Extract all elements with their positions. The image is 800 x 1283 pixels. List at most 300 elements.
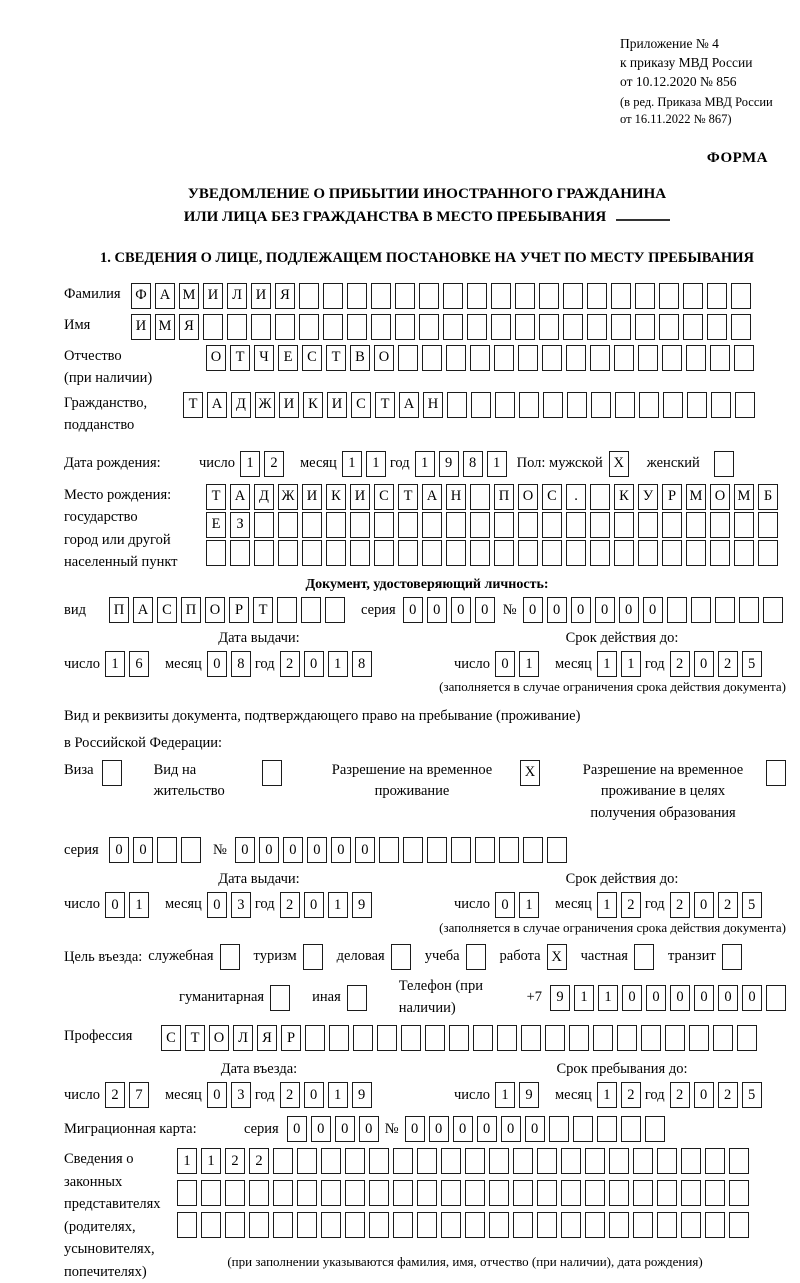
purpose-tourism-checkbox[interactable] bbox=[303, 944, 323, 970]
purpose-study-checkbox[interactable] bbox=[466, 944, 486, 970]
char-cell[interactable] bbox=[422, 540, 442, 566]
char-cell[interactable]: 0 bbox=[429, 1116, 449, 1142]
char-cell[interactable]: И bbox=[131, 314, 151, 340]
char-cell[interactable]: 0 bbox=[109, 837, 129, 863]
char-cell[interactable]: Д bbox=[231, 392, 251, 418]
char-cell[interactable]: 0 bbox=[359, 1116, 379, 1142]
char-cell[interactable] bbox=[729, 1212, 749, 1238]
char-cell[interactable]: М bbox=[686, 484, 706, 510]
char-cell[interactable] bbox=[543, 392, 563, 418]
char-cell[interactable]: 0 bbox=[235, 837, 255, 863]
char-cell[interactable] bbox=[513, 1180, 533, 1206]
char-cell[interactable]: А bbox=[230, 484, 250, 510]
char-cell[interactable] bbox=[494, 512, 514, 538]
char-cell[interactable] bbox=[691, 597, 711, 623]
char-cell[interactable]: 0 bbox=[501, 1116, 521, 1142]
char-cell[interactable]: А bbox=[422, 484, 442, 510]
char-cell[interactable] bbox=[705, 1148, 725, 1174]
char-cell[interactable]: З bbox=[230, 512, 250, 538]
char-cell[interactable] bbox=[494, 345, 514, 371]
char-cell[interactable]: 0 bbox=[331, 837, 351, 863]
char-cell[interactable] bbox=[705, 1212, 725, 1238]
char-cell[interactable] bbox=[395, 314, 415, 340]
char-cell[interactable] bbox=[181, 837, 201, 863]
purpose-work-checkbox[interactable]: X bbox=[547, 944, 567, 970]
char-cell[interactable]: 1 bbox=[519, 892, 539, 918]
char-cell[interactable]: 0 bbox=[304, 1082, 324, 1108]
char-cell[interactable] bbox=[353, 1025, 373, 1051]
char-cell[interactable] bbox=[590, 484, 610, 510]
char-cell[interactable]: 0 bbox=[694, 1082, 714, 1108]
char-cell[interactable]: Е bbox=[206, 512, 226, 538]
char-cell[interactable] bbox=[470, 484, 490, 510]
char-cell[interactable] bbox=[621, 1116, 641, 1142]
char-cell[interactable] bbox=[662, 512, 682, 538]
sex-male-checkbox[interactable]: X bbox=[609, 451, 629, 477]
char-cell[interactable]: 2 bbox=[264, 451, 284, 477]
char-cell[interactable]: Т bbox=[398, 484, 418, 510]
char-cell[interactable]: 1 bbox=[328, 651, 348, 677]
char-cell[interactable] bbox=[683, 283, 703, 309]
char-cell[interactable] bbox=[729, 1148, 749, 1174]
char-cell[interactable]: Ч bbox=[254, 345, 274, 371]
char-cell[interactable]: 8 bbox=[463, 451, 483, 477]
char-cell[interactable]: А bbox=[155, 283, 175, 309]
char-cell[interactable]: 2 bbox=[280, 651, 300, 677]
char-cell[interactable] bbox=[446, 512, 466, 538]
char-cell[interactable] bbox=[615, 392, 635, 418]
char-cell[interactable]: 0 bbox=[694, 985, 714, 1011]
char-cell[interactable] bbox=[689, 1025, 709, 1051]
char-cell[interactable] bbox=[393, 1212, 413, 1238]
char-cell[interactable] bbox=[614, 540, 634, 566]
char-cell[interactable]: 0 bbox=[547, 597, 567, 623]
char-cell[interactable] bbox=[731, 314, 751, 340]
char-cell[interactable]: Я bbox=[275, 283, 295, 309]
char-cell[interactable] bbox=[707, 283, 727, 309]
residence-permit-checkbox[interactable] bbox=[262, 760, 282, 786]
char-cell[interactable]: Я bbox=[257, 1025, 277, 1051]
entry-year[interactable] bbox=[280, 1082, 376, 1108]
birth-place-line3[interactable] bbox=[206, 540, 782, 566]
char-cell[interactable] bbox=[573, 1116, 593, 1142]
char-cell[interactable]: 1 bbox=[129, 892, 149, 918]
char-cell[interactable] bbox=[567, 392, 587, 418]
char-cell[interactable]: Т bbox=[326, 345, 346, 371]
char-cell[interactable] bbox=[321, 1180, 341, 1206]
char-cell[interactable] bbox=[686, 540, 706, 566]
char-cell[interactable] bbox=[681, 1180, 701, 1206]
profession-input[interactable] bbox=[161, 1025, 761, 1051]
char-cell[interactable]: И bbox=[350, 484, 370, 510]
char-cell[interactable] bbox=[467, 283, 487, 309]
char-cell[interactable]: 9 bbox=[352, 1082, 372, 1108]
char-cell[interactable]: Н bbox=[446, 484, 466, 510]
char-cell[interactable] bbox=[523, 837, 543, 863]
birth-place-line1[interactable] bbox=[206, 484, 782, 510]
char-cell[interactable] bbox=[665, 1025, 685, 1051]
char-cell[interactable] bbox=[569, 1025, 589, 1051]
sex-female-checkbox[interactable] bbox=[714, 451, 734, 477]
char-cell[interactable] bbox=[323, 314, 343, 340]
char-cell[interactable] bbox=[446, 345, 466, 371]
char-cell[interactable]: И bbox=[203, 283, 223, 309]
char-cell[interactable] bbox=[326, 540, 346, 566]
char-cell[interactable]: М bbox=[155, 314, 175, 340]
char-cell[interactable] bbox=[301, 597, 321, 623]
purpose-private-checkbox[interactable] bbox=[634, 944, 654, 970]
char-cell[interactable] bbox=[465, 1180, 485, 1206]
char-cell[interactable] bbox=[470, 540, 490, 566]
char-cell[interactable] bbox=[297, 1180, 317, 1206]
char-cell[interactable] bbox=[710, 345, 730, 371]
char-cell[interactable] bbox=[561, 1212, 581, 1238]
char-cell[interactable] bbox=[398, 512, 418, 538]
char-cell[interactable] bbox=[729, 1180, 749, 1206]
char-cell[interactable] bbox=[537, 1180, 557, 1206]
char-cell[interactable] bbox=[590, 512, 610, 538]
char-cell[interactable]: 1 bbox=[366, 451, 386, 477]
char-cell[interactable]: 2 bbox=[280, 892, 300, 918]
char-cell[interactable]: К bbox=[614, 484, 634, 510]
char-cell[interactable]: М bbox=[734, 484, 754, 510]
char-cell[interactable] bbox=[638, 540, 658, 566]
char-cell[interactable]: 3 bbox=[231, 892, 251, 918]
char-cell[interactable] bbox=[518, 345, 538, 371]
char-cell[interactable] bbox=[497, 1025, 517, 1051]
surname-input[interactable] bbox=[131, 283, 755, 309]
char-cell[interactable]: 7 bbox=[129, 1082, 149, 1108]
char-cell[interactable]: 0 bbox=[477, 1116, 497, 1142]
doc-kind-input[interactable] bbox=[109, 597, 349, 623]
char-cell[interactable]: 0 bbox=[311, 1116, 331, 1142]
char-cell[interactable]: Е bbox=[278, 345, 298, 371]
char-cell[interactable] bbox=[419, 283, 439, 309]
char-cell[interactable]: У bbox=[638, 484, 658, 510]
entry-day[interactable] bbox=[105, 1082, 153, 1108]
char-cell[interactable]: 1 bbox=[105, 651, 125, 677]
char-cell[interactable]: 0 bbox=[571, 597, 591, 623]
char-cell[interactable] bbox=[329, 1025, 349, 1051]
char-cell[interactable]: 2 bbox=[105, 1082, 125, 1108]
doc-series-input[interactable] bbox=[403, 597, 499, 623]
char-cell[interactable] bbox=[542, 345, 562, 371]
char-cell[interactable]: С bbox=[302, 345, 322, 371]
char-cell[interactable] bbox=[369, 1148, 389, 1174]
char-cell[interactable]: О bbox=[374, 345, 394, 371]
char-cell[interactable] bbox=[635, 283, 655, 309]
char-cell[interactable] bbox=[297, 1148, 317, 1174]
char-cell[interactable]: А bbox=[133, 597, 153, 623]
char-cell[interactable] bbox=[393, 1180, 413, 1206]
char-cell[interactable]: О bbox=[209, 1025, 229, 1051]
char-cell[interactable]: Р bbox=[281, 1025, 301, 1051]
char-cell[interactable]: С bbox=[157, 597, 177, 623]
char-cell[interactable]: 0 bbox=[643, 597, 663, 623]
char-cell[interactable]: 3 bbox=[231, 1082, 251, 1108]
temp-residence-edu-checkbox[interactable] bbox=[766, 760, 786, 786]
residence-expiry-year[interactable] bbox=[670, 892, 766, 918]
birth-month-input[interactable] bbox=[342, 451, 390, 477]
char-cell[interactable]: 0 bbox=[133, 837, 153, 863]
char-cell[interactable] bbox=[766, 985, 786, 1011]
char-cell[interactable] bbox=[711, 392, 731, 418]
char-cell[interactable]: 1 bbox=[597, 651, 617, 677]
char-cell[interactable] bbox=[566, 345, 586, 371]
char-cell[interactable]: 2 bbox=[621, 1082, 641, 1108]
char-cell[interactable]: А bbox=[399, 392, 419, 418]
char-cell[interactable]: О bbox=[710, 484, 730, 510]
char-cell[interactable]: 0 bbox=[283, 837, 303, 863]
citizenship-input[interactable] bbox=[183, 392, 759, 418]
char-cell[interactable] bbox=[302, 512, 322, 538]
char-cell[interactable] bbox=[347, 314, 367, 340]
char-cell[interactable] bbox=[705, 1180, 725, 1206]
char-cell[interactable] bbox=[662, 540, 682, 566]
char-cell[interactable]: 1 bbox=[177, 1148, 197, 1174]
char-cell[interactable] bbox=[659, 314, 679, 340]
char-cell[interactable]: 1 bbox=[574, 985, 594, 1011]
residence-issue-day[interactable] bbox=[105, 892, 153, 918]
char-cell[interactable] bbox=[590, 345, 610, 371]
char-cell[interactable] bbox=[611, 283, 631, 309]
char-cell[interactable]: 1 bbox=[328, 892, 348, 918]
char-cell[interactable]: Ж bbox=[255, 392, 275, 418]
char-cell[interactable] bbox=[443, 283, 463, 309]
doc-issue-day[interactable] bbox=[105, 651, 153, 677]
char-cell[interactable] bbox=[369, 1180, 389, 1206]
char-cell[interactable] bbox=[513, 1212, 533, 1238]
char-cell[interactable] bbox=[710, 540, 730, 566]
char-cell[interactable] bbox=[710, 512, 730, 538]
char-cell[interactable] bbox=[734, 540, 754, 566]
char-cell[interactable]: В bbox=[350, 345, 370, 371]
char-cell[interactable] bbox=[393, 1148, 413, 1174]
char-cell[interactable] bbox=[225, 1180, 245, 1206]
char-cell[interactable] bbox=[422, 512, 442, 538]
char-cell[interactable] bbox=[585, 1148, 605, 1174]
residence-expiry-month[interactable] bbox=[597, 892, 645, 918]
char-cell[interactable] bbox=[734, 512, 754, 538]
char-cell[interactable]: П bbox=[109, 597, 129, 623]
char-cell[interactable] bbox=[427, 837, 447, 863]
char-cell[interactable] bbox=[277, 597, 297, 623]
char-cell[interactable]: 0 bbox=[742, 985, 762, 1011]
char-cell[interactable]: 0 bbox=[287, 1116, 307, 1142]
char-cell[interactable]: 0 bbox=[427, 597, 447, 623]
char-cell[interactable] bbox=[521, 1025, 541, 1051]
char-cell[interactable] bbox=[561, 1180, 581, 1206]
char-cell[interactable]: И bbox=[251, 283, 271, 309]
char-cell[interactable] bbox=[633, 1148, 653, 1174]
char-cell[interactable] bbox=[225, 1212, 245, 1238]
char-cell[interactable] bbox=[251, 314, 271, 340]
char-cell[interactable]: 0 bbox=[453, 1116, 473, 1142]
char-cell[interactable] bbox=[326, 512, 346, 538]
char-cell[interactable] bbox=[715, 597, 735, 623]
char-cell[interactable] bbox=[465, 1148, 485, 1174]
char-cell[interactable] bbox=[549, 1116, 569, 1142]
char-cell[interactable] bbox=[273, 1148, 293, 1174]
char-cell[interactable] bbox=[659, 283, 679, 309]
char-cell[interactable] bbox=[499, 837, 519, 863]
visa-checkbox[interactable] bbox=[102, 760, 122, 786]
char-cell[interactable]: 8 bbox=[231, 651, 251, 677]
char-cell[interactable] bbox=[609, 1212, 629, 1238]
char-cell[interactable] bbox=[419, 314, 439, 340]
char-cell[interactable]: 0 bbox=[207, 1082, 227, 1108]
char-cell[interactable] bbox=[305, 1025, 325, 1051]
char-cell[interactable] bbox=[515, 314, 535, 340]
char-cell[interactable] bbox=[566, 540, 586, 566]
char-cell[interactable] bbox=[518, 512, 538, 538]
doc-number-input[interactable] bbox=[523, 597, 787, 623]
char-cell[interactable] bbox=[638, 345, 658, 371]
char-cell[interactable] bbox=[686, 512, 706, 538]
migration-series-input[interactable] bbox=[287, 1116, 383, 1142]
char-cell[interactable]: 9 bbox=[519, 1082, 539, 1108]
char-cell[interactable]: 6 bbox=[129, 651, 149, 677]
char-cell[interactable] bbox=[681, 1212, 701, 1238]
char-cell[interactable] bbox=[495, 392, 515, 418]
char-cell[interactable]: Ж bbox=[278, 484, 298, 510]
representatives-line1[interactable] bbox=[177, 1148, 753, 1174]
char-cell[interactable]: 0 bbox=[335, 1116, 355, 1142]
char-cell[interactable] bbox=[297, 1212, 317, 1238]
char-cell[interactable] bbox=[475, 837, 495, 863]
purpose-official-checkbox[interactable] bbox=[220, 944, 240, 970]
char-cell[interactable]: 2 bbox=[718, 651, 738, 677]
char-cell[interactable] bbox=[686, 345, 706, 371]
char-cell[interactable] bbox=[758, 540, 778, 566]
char-cell[interactable]: 1 bbox=[201, 1148, 221, 1174]
char-cell[interactable]: 0 bbox=[105, 892, 125, 918]
char-cell[interactable]: Т bbox=[230, 345, 250, 371]
char-cell[interactable] bbox=[542, 512, 562, 538]
char-cell[interactable]: 0 bbox=[307, 837, 327, 863]
char-cell[interactable] bbox=[518, 540, 538, 566]
char-cell[interactable] bbox=[422, 345, 442, 371]
char-cell[interactable] bbox=[275, 314, 295, 340]
char-cell[interactable] bbox=[473, 1025, 493, 1051]
char-cell[interactable]: П bbox=[494, 484, 514, 510]
char-cell[interactable] bbox=[519, 392, 539, 418]
char-cell[interactable]: И bbox=[327, 392, 347, 418]
char-cell[interactable]: О bbox=[518, 484, 538, 510]
char-cell[interactable]: 0 bbox=[718, 985, 738, 1011]
char-cell[interactable] bbox=[563, 314, 583, 340]
char-cell[interactable] bbox=[425, 1025, 445, 1051]
char-cell[interactable] bbox=[739, 597, 759, 623]
char-cell[interactable]: 2 bbox=[280, 1082, 300, 1108]
char-cell[interactable] bbox=[417, 1148, 437, 1174]
char-cell[interactable] bbox=[325, 597, 345, 623]
char-cell[interactable]: 2 bbox=[670, 1082, 690, 1108]
representatives-line2[interactable] bbox=[177, 1180, 753, 1206]
char-cell[interactable]: Б bbox=[758, 484, 778, 510]
char-cell[interactable]: 0 bbox=[355, 837, 375, 863]
char-cell[interactable] bbox=[638, 512, 658, 538]
char-cell[interactable] bbox=[539, 314, 559, 340]
char-cell[interactable]: 1 bbox=[342, 451, 362, 477]
char-cell[interactable] bbox=[537, 1148, 557, 1174]
char-cell[interactable]: 0 bbox=[694, 892, 714, 918]
char-cell[interactable]: О bbox=[205, 597, 225, 623]
char-cell[interactable] bbox=[302, 540, 322, 566]
char-cell[interactable] bbox=[713, 1025, 733, 1051]
char-cell[interactable] bbox=[446, 540, 466, 566]
char-cell[interactable] bbox=[441, 1148, 461, 1174]
char-cell[interactable] bbox=[299, 283, 319, 309]
char-cell[interactable] bbox=[758, 512, 778, 538]
char-cell[interactable] bbox=[398, 540, 418, 566]
char-cell[interactable] bbox=[345, 1212, 365, 1238]
char-cell[interactable] bbox=[614, 512, 634, 538]
char-cell[interactable] bbox=[597, 1116, 617, 1142]
char-cell[interactable]: С bbox=[161, 1025, 181, 1051]
char-cell[interactable] bbox=[249, 1212, 269, 1238]
char-cell[interactable] bbox=[614, 345, 634, 371]
char-cell[interactable] bbox=[489, 1212, 509, 1238]
char-cell[interactable] bbox=[401, 1025, 421, 1051]
char-cell[interactable] bbox=[395, 283, 415, 309]
purpose-other-checkbox[interactable] bbox=[347, 985, 367, 1011]
char-cell[interactable]: 0 bbox=[405, 1116, 425, 1142]
char-cell[interactable]: 0 bbox=[207, 651, 227, 677]
char-cell[interactable] bbox=[585, 1212, 605, 1238]
char-cell[interactable]: Т bbox=[183, 392, 203, 418]
doc-issue-year[interactable] bbox=[280, 651, 376, 677]
char-cell[interactable]: 0 bbox=[694, 651, 714, 677]
char-cell[interactable]: 9 bbox=[550, 985, 570, 1011]
char-cell[interactable] bbox=[299, 314, 319, 340]
phone-input[interactable] bbox=[550, 985, 790, 1011]
char-cell[interactable] bbox=[371, 283, 391, 309]
char-cell[interactable] bbox=[417, 1212, 437, 1238]
char-cell[interactable]: 0 bbox=[622, 985, 642, 1011]
char-cell[interactable]: 1 bbox=[519, 651, 539, 677]
char-cell[interactable] bbox=[230, 540, 250, 566]
char-cell[interactable]: С bbox=[351, 392, 371, 418]
char-cell[interactable]: 0 bbox=[475, 597, 495, 623]
char-cell[interactable]: 1 bbox=[621, 651, 641, 677]
purpose-transit-checkbox[interactable] bbox=[722, 944, 742, 970]
char-cell[interactable] bbox=[403, 837, 423, 863]
char-cell[interactable] bbox=[489, 1148, 509, 1174]
char-cell[interactable] bbox=[639, 392, 659, 418]
char-cell[interactable] bbox=[731, 283, 751, 309]
char-cell[interactable] bbox=[157, 837, 177, 863]
char-cell[interactable]: 5 bbox=[742, 1082, 762, 1108]
residence-issue-year[interactable] bbox=[280, 892, 376, 918]
char-cell[interactable]: Д bbox=[254, 484, 274, 510]
char-cell[interactable] bbox=[369, 1212, 389, 1238]
char-cell[interactable]: Т bbox=[253, 597, 273, 623]
char-cell[interactable] bbox=[681, 1148, 701, 1174]
char-cell[interactable]: 0 bbox=[451, 597, 471, 623]
char-cell[interactable] bbox=[539, 283, 559, 309]
residence-expiry-day[interactable] bbox=[495, 892, 543, 918]
char-cell[interactable]: 1 bbox=[328, 1082, 348, 1108]
char-cell[interactable]: О bbox=[206, 345, 226, 371]
char-cell[interactable] bbox=[547, 837, 567, 863]
char-cell[interactable] bbox=[585, 1180, 605, 1206]
char-cell[interactable] bbox=[471, 392, 491, 418]
char-cell[interactable] bbox=[470, 512, 490, 538]
char-cell[interactable]: 2 bbox=[225, 1148, 245, 1174]
birth-day-input[interactable] bbox=[240, 451, 288, 477]
char-cell[interactable]: 0 bbox=[207, 892, 227, 918]
